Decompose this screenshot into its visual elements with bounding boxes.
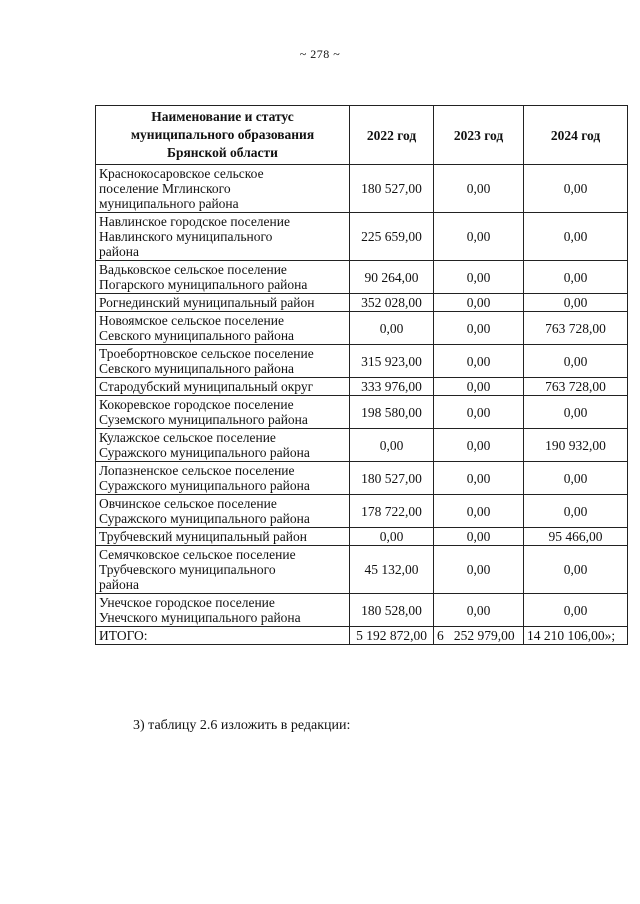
table-row	[96, 429, 628, 462]
header-2023: 2023 год	[434, 106, 524, 165]
value-2024: 763 728,00	[524, 312, 628, 345]
value-2023: 0,00	[434, 378, 524, 396]
value-2023: 0,00	[434, 429, 524, 462]
municipality-name: Лопазненское сельское поселение Суражского муниципального района	[96, 462, 350, 495]
value-2022: 0,00	[350, 312, 434, 345]
municipality-name: Унечское городское поселение Унечского муниципального района	[96, 594, 350, 627]
value-2022: 180 528,00	[350, 594, 434, 627]
municipality-name: Кокоревское городское поселение Суземского муниципального района	[96, 396, 350, 429]
value-2024: 0,00	[524, 213, 628, 261]
header-2022: 2022 год	[350, 106, 434, 165]
value-2023: 0,00	[434, 213, 524, 261]
header-municipality: Наименование и статус муниципального образования Брянской области	[96, 106, 350, 165]
table-row	[96, 165, 628, 213]
value-2023: 0,00	[434, 546, 524, 594]
table-row	[96, 396, 628, 429]
municipality-name: Овчинское сельское поселение Суражского муниципального района	[96, 495, 350, 528]
value-2022: 180 527,00	[350, 462, 434, 495]
value-2024: 0,00	[524, 165, 628, 213]
value-2022: 45 132,00	[350, 546, 434, 594]
value-2024: 0,00	[524, 396, 628, 429]
value-2022: 352 028,00	[350, 294, 434, 312]
value-2024: 0,00	[524, 594, 628, 627]
page-number: ~ 278 ~	[299, 47, 341, 61]
instruction-text: 3) таблицу 2.6 изложить в редакции:	[133, 718, 351, 733]
value-2022: 180 527,00	[350, 165, 434, 213]
value-2023: 0,00	[434, 312, 524, 345]
value-2022: 0,00	[350, 429, 434, 462]
value-2024: 190 932,00	[524, 429, 628, 462]
municipality-name: Краснокосаровское сельское поселение Мглинского муниципального района	[96, 165, 350, 213]
table-row	[96, 594, 628, 627]
value-2023: 0,00	[434, 528, 524, 546]
table-row	[96, 312, 628, 345]
value-2023: 0,00	[434, 594, 524, 627]
value-2022: 225 659,00	[350, 213, 434, 261]
value-2024: 763 728,00	[524, 378, 628, 396]
table-row	[96, 528, 628, 546]
total-2023: 6 252 979,00	[434, 627, 524, 645]
table-row	[96, 546, 628, 594]
value-2022: 90 264,00	[350, 261, 434, 294]
value-2024: 0,00	[524, 294, 628, 312]
table-row	[96, 294, 628, 312]
municipality-name: Вадьковское сельское поселение Погарского муниципального района	[96, 261, 350, 294]
value-2024: 95 466,00	[524, 528, 628, 546]
municipality-name: Рогнединский муниципальный район	[96, 294, 350, 312]
value-2024: 0,00	[524, 345, 628, 378]
table-row	[96, 495, 628, 528]
table-total-row	[96, 627, 628, 645]
municipality-name: Троебортновское сельское поселение Севского муниципального района	[96, 345, 350, 378]
municipality-name: Кулажское сельское поселение Суражского муниципального района	[96, 429, 350, 462]
value-2024: 0,00	[524, 261, 628, 294]
value-2024: 0,00	[524, 546, 628, 594]
value-2023: 0,00	[434, 345, 524, 378]
value-2023: 0,00	[434, 261, 524, 294]
value-2022: 315 923,00	[350, 345, 434, 378]
value-2022: 198 580,00	[350, 396, 434, 429]
value-2022: 0,00	[350, 528, 434, 546]
value-2022: 333 976,00	[350, 378, 434, 396]
total-2024: 14 210 106,00»;	[524, 627, 628, 645]
municipality-name: Новоямское сельское поселение Севского муниципального района	[96, 312, 350, 345]
value-2022: 178 722,00	[350, 495, 434, 528]
table-row	[96, 261, 628, 294]
table-row	[96, 462, 628, 495]
value-2023: 0,00	[434, 396, 524, 429]
municipality-name: Семячковское сельское поселение Трубчевского муниципального района	[96, 546, 350, 594]
value-2023: 0,00	[434, 495, 524, 528]
value-2023: 0,00	[434, 165, 524, 213]
municipality-name: Трубчевский муниципальный район	[96, 528, 350, 546]
table-row	[96, 213, 628, 261]
municipality-name: Навлинское городское поселение Навлинского муниципального района	[96, 213, 350, 261]
table-row	[96, 345, 628, 378]
total-2022: 5 192 872,00	[350, 627, 434, 645]
value-2024: 0,00	[524, 462, 628, 495]
total-label: ИТОГО:	[96, 627, 350, 645]
value-2023: 0,00	[434, 294, 524, 312]
subsidy-table	[95, 105, 628, 645]
municipality-name: Стародубский муниципальный округ	[96, 378, 350, 396]
table-header-row	[96, 106, 628, 165]
value-2023: 0,00	[434, 462, 524, 495]
value-2024: 0,00	[524, 495, 628, 528]
header-2024: 2024 год	[524, 106, 628, 165]
table-row	[96, 378, 628, 396]
